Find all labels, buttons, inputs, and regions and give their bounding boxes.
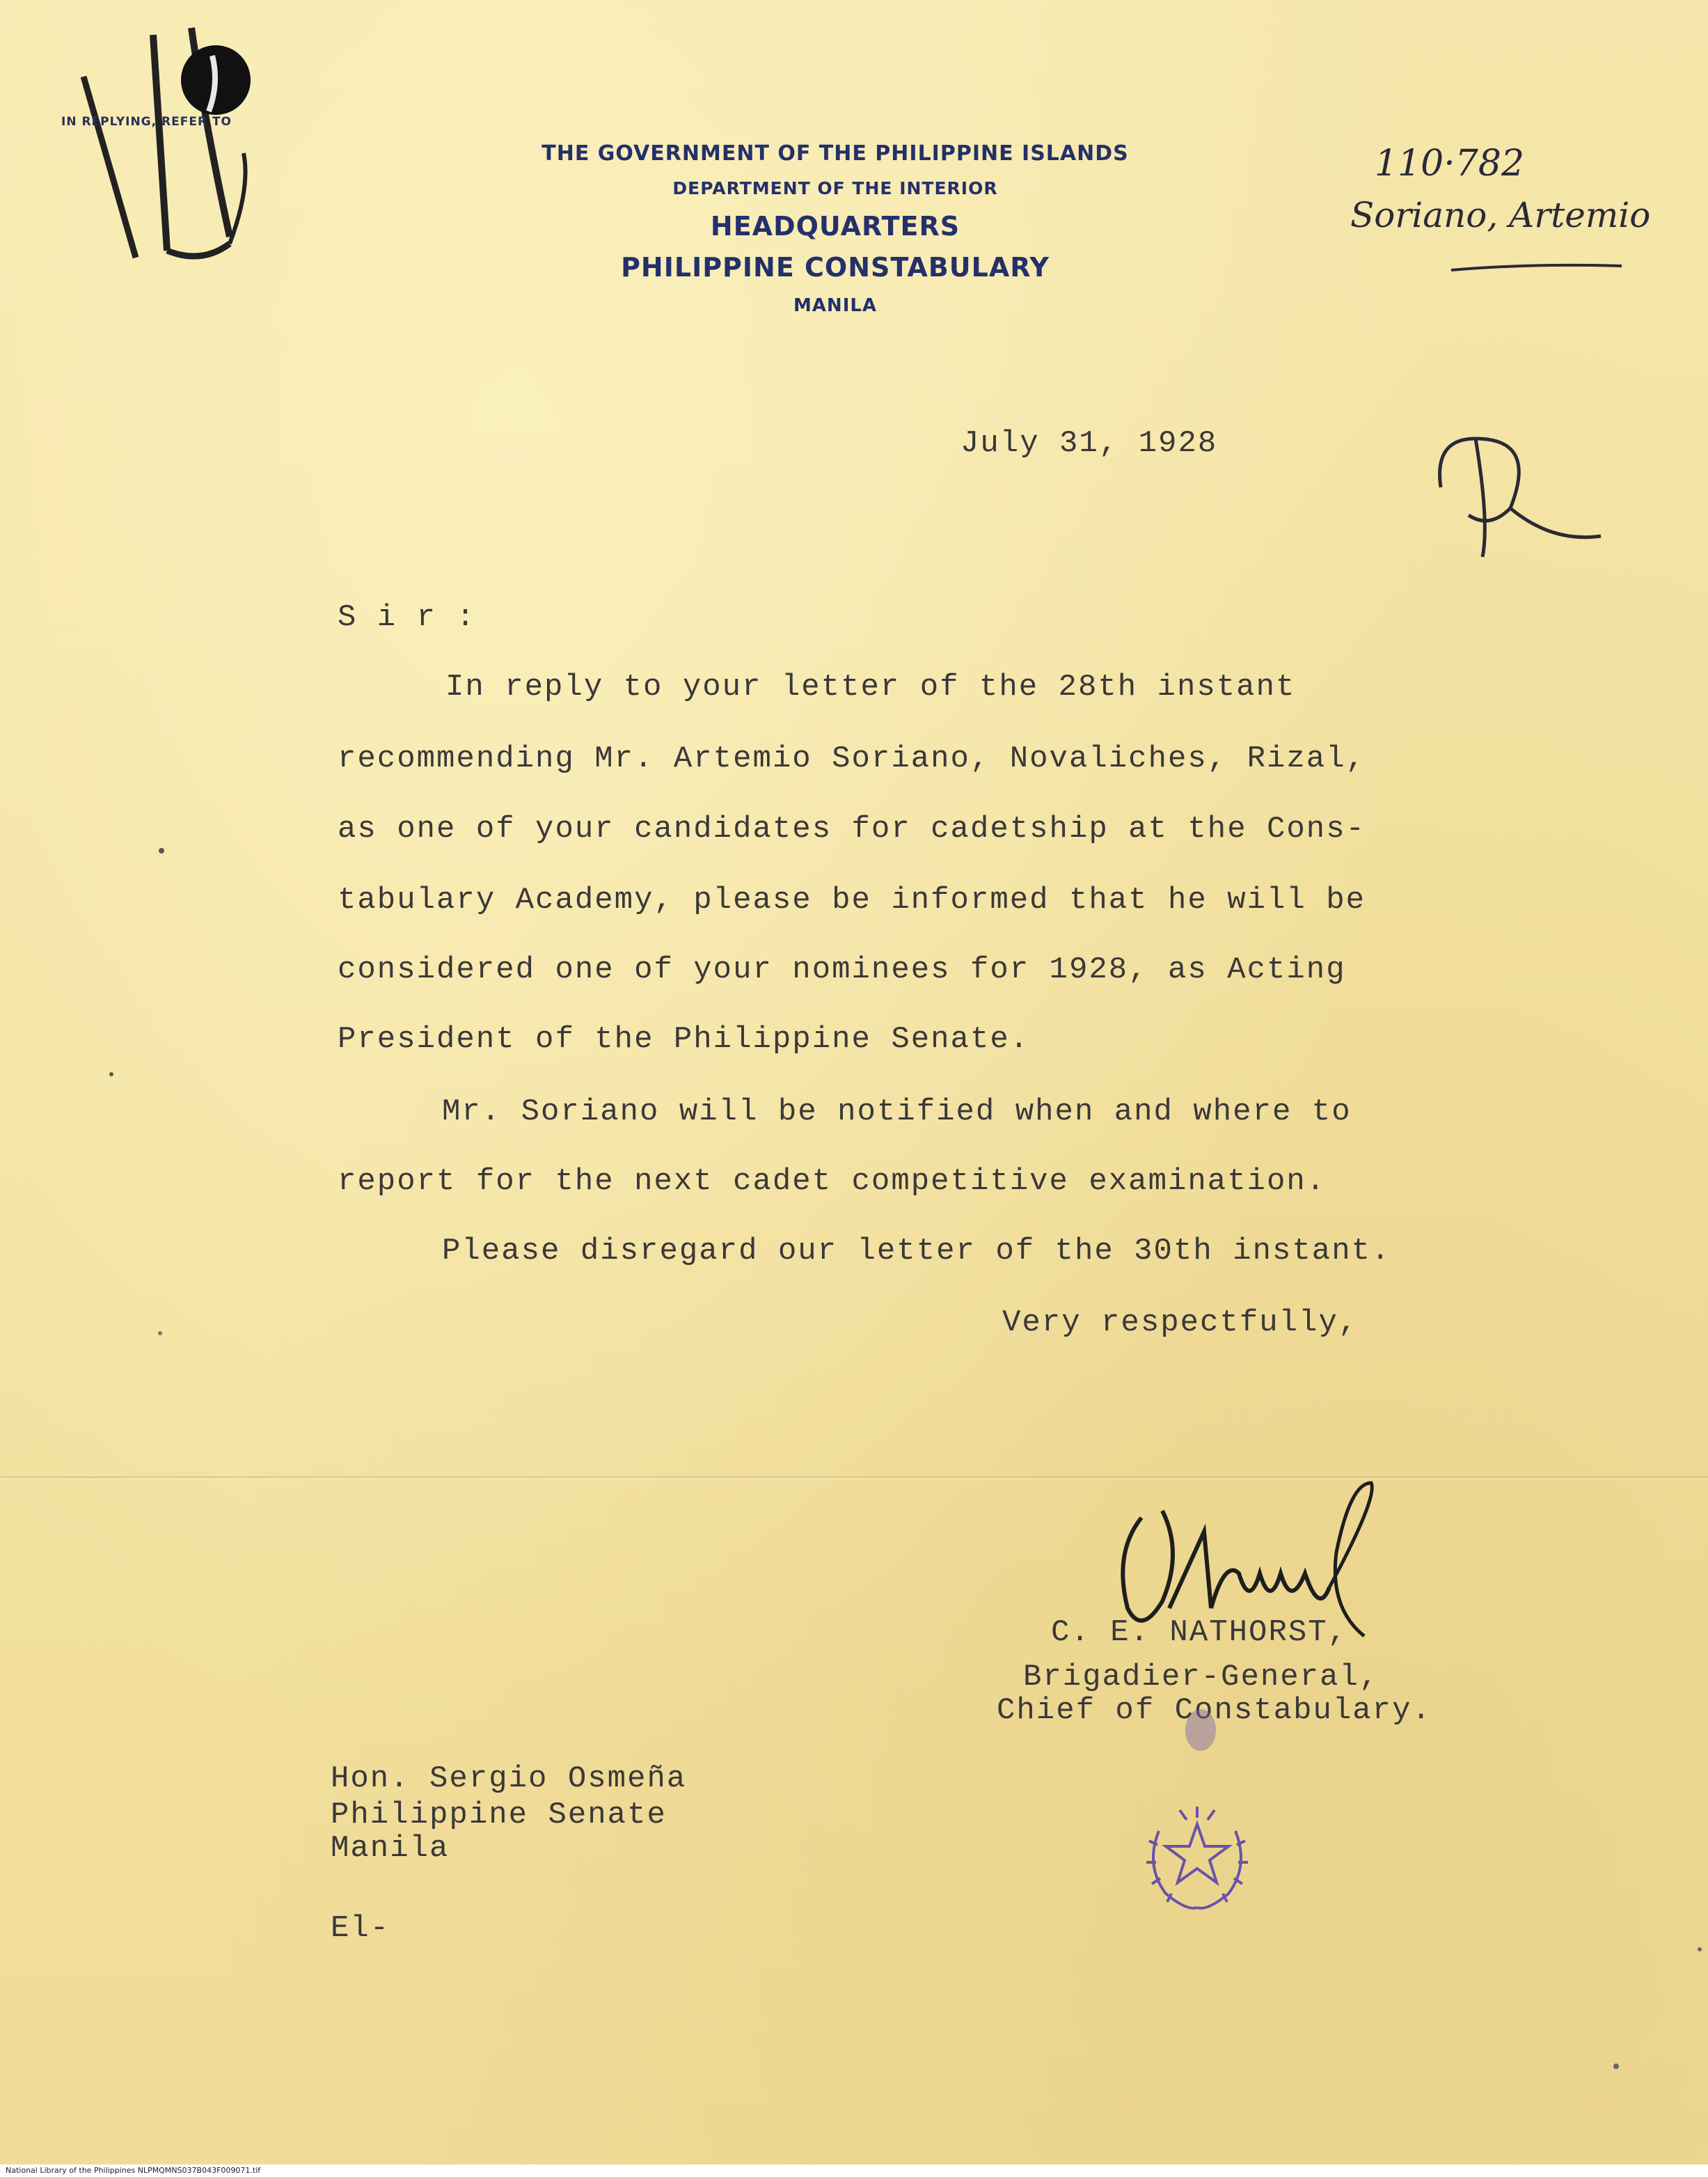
body-line: as one of your candidates for cadetship at the Cons-	[338, 812, 1366, 847]
body-line: tabulary Academy, please be informed that he will be	[338, 883, 1366, 918]
signatory-name: C. E. NATHORST,	[1051, 1615, 1348, 1650]
letterhead-department: DEPARTMENT OF THE INTERIOR	[672, 178, 998, 198]
scan-footer	[0, 2164, 1708, 2177]
letterhead-constabulary: PHILIPPINE CONSTABULARY	[621, 252, 1050, 283]
body-line: Please disregard our letter of the 30th instant.	[442, 1234, 1391, 1268]
body-line: considered one of your nominees for 1928, as Acting	[338, 952, 1346, 987]
body-line: report for the next cadet competitive examination.	[338, 1164, 1327, 1199]
body-line: Mr. Soriano will be notified when and where to	[442, 1094, 1352, 1129]
signatory-title: Chief of Constabulary.	[997, 1693, 1432, 1728]
handwritten-file-number: 110·782	[1375, 143, 1525, 184]
reference-initials: El-	[331, 1911, 390, 1946]
addressee-org: Philippine Senate	[331, 1798, 667, 1832]
body-line: President of the Philippine Senate.	[338, 1022, 1030, 1057]
body-line: In reply to your letter of the 28th instant	[445, 670, 1296, 705]
refer-label: IN REPLYING, REFER TO	[61, 115, 232, 129]
letter-date: July 31, 1928	[960, 426, 1218, 461]
body-line: recommending Mr. Artemio Soriano, Novaliches, Rizal,	[338, 741, 1366, 776]
scan-footer-text: National Library of the Philippines NLPMQMNS037B043F009071.tif	[6, 2166, 261, 2175]
salutation: S i r :	[338, 600, 476, 635]
letterhead-city: MANILA	[793, 295, 878, 316]
closing: Very respectfully,	[1002, 1305, 1359, 1340]
addressee-name: Hon. Sergio Osmeña	[331, 1761, 687, 1796]
addressee-city: Manila	[331, 1831, 450, 1866]
signatory-rank: Brigadier-General,	[1023, 1660, 1379, 1695]
letterhead-headquarters: HEADQUARTERS	[710, 211, 960, 242]
letterhead-government: THE GOVERNMENT OF THE PHILIPPINE ISLANDS	[541, 141, 1129, 166]
handwritten-file-name: Soriano, Artemio	[1350, 195, 1651, 235]
